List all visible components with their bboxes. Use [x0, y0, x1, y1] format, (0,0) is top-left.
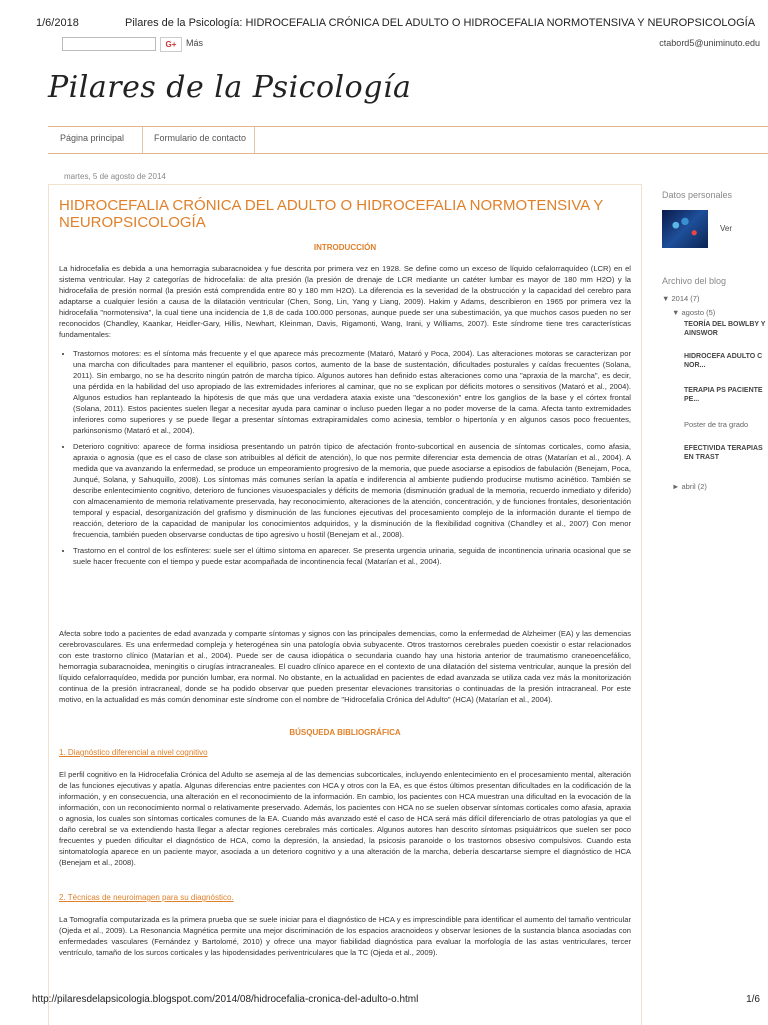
- nav-separator: [254, 127, 255, 153]
- nav-home[interactable]: Página principal: [60, 133, 125, 143]
- profile-link[interactable]: Ver: [720, 224, 733, 233]
- post-title[interactable]: HIDROCEFALIA CRÓNICA DEL ADULTO O HIDROCEFALIA NORMOTENSIVA Y NEUROPSICOLOGÍA: [59, 197, 604, 231]
- print-date: 1/6/2018: [36, 17, 79, 29]
- archive-post[interactable]: TEORÍA DEL BOWLBY Y AINSWOR: [684, 321, 766, 337]
- archive-post[interactable]: HIDROCEFA ADULTO C NOR...: [684, 353, 763, 369]
- archive-year[interactable]: ▼ 2014 (7): [662, 294, 700, 303]
- paragraph: El perfil cognitivo en la Hidrocefalia Crónica del Adulto se asemeja al de las demencias subcorticales, incluyendo enlentecimiento en el procesamiento mental, alteración de las funciones ejecutivas y apatía. Algunas diferencias entre pacientes con HCA y otros con la EA, es que éstos últimos presentan dificultades en la codificación de la información, y en consecuencia, una alteración en el reconocimiento de la información. En cambio, los pacientes con HCA muestran una dificultad en la evocación de la información, con un reconocimiento normal o relativamente preservado. Además, los pacientes con HCA no se suelen observar síntomas corticales como afasia, apraxia o agnosia, los cuales son síntomas corticales comunes de la EA. Cuando más avanzado esté el caso de HCA será más difícil diferenciarlo de otras patologías ya que el daño cerebral se va extendiendo hasta llegar a afectar regiones cerebrales más corticales. Algunos autores han descrito síntomas psiquiátricos que suelen ser poco frecuentes y pueden dificultar el diagnóstico de HCA, como la depresión, la ansiedad, la psicosis paranoide o los trastornos obsesivo compulsivos. Cuando esta sintomatología aparece en un paciente mayor, asociada a un deterioro cognitivo y a una alteración de la marcha, debería descartarse siempre el diagnóstico de HCA (Benejam et al., 2008).: [59, 770, 631, 867]
- print-title: Pilares de la Psicología: HIDROCEFALIA CRÓNICA DEL ADULTO O HIDROCEFALIA NORMOTENSIVA Y NEUROPSICOLOGÍA: [125, 17, 756, 29]
- intro-paragraph: La hidrocefalia es debida a una hemorragia subaracnoidea y fue descrita por primera vez en 1928. Se define como un exceso de líquido cefalorraquídeo (LCR) en el sistema ventricular. Hay 2 categorías de hidrocefalia: de alta presión (la presión de drenaje de LCR mediante un catéter lumbar es mayor de 180 mm H2O) y la hidrocefalia de presión normal (la presión está comprendida entre 80 y 180 mm H2O). La diferencia es la severidad de la obstrucción y la capacidad del cerebro para adaptarse a cualquier lesión a causa de la dilatación ventricular (Chen, Song, Lin, Yang y Liang, 2009). Hakim y Adams, describieron en 1965 por primera vez la hidrocefalia "normotensiva", la cual tiene una incidencia de 1,8 de cada 100.000 personas, aunque puede ser una subestimación, ya que muchos casos pueden no ser reconocidos (Chandley, Kaankar, Heidler-Gary, Hillis, Newhart, Kleinman, Davis, Rigamonti, Wang, Irani, y Williams, 2007). Este síndrome tiene tres características fundamentales:: [59, 264, 631, 339]
- blog-title[interactable]: Pilares de la Psicología: [48, 70, 412, 105]
- more-link[interactable]: Más: [186, 38, 204, 48]
- print-header: [0, 0, 768, 30]
- biblio-heading: BÚSQUEDA BIBLIOGRÁFICA: [289, 728, 401, 737]
- nav-bar: [48, 126, 768, 154]
- list-item: • Trastornos motores: es el síntoma más frecuente y el que aparece más precozmente (Mataró, Mataró y Poca, 2004). Las alteraciones motoras se caracterizan por una marcha con dificultades para mantener el equilibrio, pasos cortos, aumento de la base de sustentación, dificultades posturales y caídas frecuentes (Solana, 2011). Sin embargo, no se ha descrito ningún patrón de marcha típico. Algunos autores han definido estas alteraciones como una "apraxia de la marcha", es decir, una pérdida en la habilidad del uso apropiado de las extremidades inferiores al caminar, que no se explican por déficits motores o sensitivos (Mataró et al., 2004). Algunos estudios han replanteado la hipótesis de que más que una verdadera ataxia existe una "desconexión" entre los ganglios de la base y el córtex frontal (Solana, 2011). Estos pacientes suelen llegar a necesitar ayuda para caminar o incluso pueden llegar a no poder moverse de la cama. Afecta tanto extremidades inferiores como superiores y se puede llegar a presentar síntomas extrapiramidales como acinesia, temblor o hipertonía y en algunos casos poco frecuentes, parkinsonismo (Mataró et al., 2004).: [73, 348, 631, 436]
- search-input[interactable]: [62, 37, 156, 51]
- post-date: martes, 5 de agosto de 2014: [64, 172, 166, 181]
- paragraph: Afecta sobre todo a pacientes de edad avanzada y comparte síntomas y signos con las principales demencias, como la enfermedad de Alzheimer (EA) y las demencias cerebrovasculares. Es una enfermedad compleja y heterogénea sin una patología obvia subyacente. Otros trastornos cerebrales pueden coexistir o estar relacionados con este trastorno clínico (Matarían et al., 2004). Puede ser de causa idiopática o secundaria cuando hay una historia anterior de traumatismo craneoencefálico, hemorragia subaracnoidea, meningitis o cirugías intracraneales. El cuadro clínico aparece en el contexto de una dilatación del sistema ventricular, aunque la presión del líquido cefalorraquídeo, medida por punción lumbar, era normal. No obstante, en la actualidad en pacientes de edad avanzada se utiliza cada vez más la monitorización continua de la presión intracraneal, donde se ha podido observar que pueden presentar elevaciones transitorias o continuadas de la presión intracraneal. Por este motivo, en la actualidad es más común denominar este síndrome con el nombre de "Hidrocefalia Crónica del Adulto" (HCA) (Matarían et al., 2004).: [59, 629, 631, 704]
- intro-heading: INTRODUCCIÓN: [313, 243, 377, 252]
- archive-post[interactable]: EFECTIVIDA TERAPIAS EN TRAST: [684, 445, 763, 461]
- archive-heading: Archivo del blog: [662, 276, 727, 286]
- section-link[interactable]: 1. Diagnóstico diferencial a nivel cognitivo: [59, 748, 208, 757]
- archive-month[interactable]: ▼ agosto (5): [672, 308, 716, 317]
- post: [48, 184, 642, 1025]
- profile-heading: Datos personales: [662, 190, 733, 200]
- user-email[interactable]: ctabord5@uniminuto.edu: [659, 38, 760, 48]
- page-url: http://pilaresdelapsicologia.blogspot.com/2014/08/hidrocefalia-cronica-del-adulto-o.html: [32, 994, 419, 1005]
- archive-post[interactable]: Poster de tra grado: [684, 420, 749, 429]
- avatar[interactable]: [662, 210, 708, 248]
- nav-separator: [142, 127, 143, 153]
- page-number: 1/6: [746, 994, 760, 1005]
- archive-month[interactable]: ► abril (2): [672, 482, 707, 491]
- google-plus-button[interactable]: G+: [160, 37, 182, 52]
- nav-contact[interactable]: Formulario de contacto: [154, 133, 247, 143]
- bullet-list: [59, 348, 631, 572]
- list-item: • Deterioro cognitivo: aparece de forma insidiosa presentando un patrón típico de afectación fronto-subcortical en ausencia de síntomas corticales, como afasia, apraxia o agnosia (que es el caso de clase son atribuibles al déficit de atención), lo que nos permite diferenciar esta demencia de otras (Matarían et al., 2004). A medida que va avanzando la enfermedad, se produce un empeoramiento progresivo de la memoria, que puede asociarse a episodios de fabulación (Benejam, Poca, Junqué, Solana, y Sahuquillo, 2008). Los síntomas más comunes serían la apatía e indiferencia al ambiente pudiendo producirse mutismo acinético. También se describe enlentecimiento cognitivo, deterioro de funciones visuoespaciales y déficits de memoria (disminución gradual de la memoria, recuerdo inmediato y diferido) con almacenamiento de memoria relativamente preservada, hay reconocimiento, alteraciones de la atención, concentración, y de funciones frontales, desorientación temporal y espacial, desorganización del grafismo y disminución de las funciones ejecutivas del procesamiento complejo de la información durante el tiempo de reacción, deterioro de la capacidad de manipular los conocimientos adquiridos, y la disminución de la flexibilidad cognitiva (Chandley et al., 2007) Con menor frecuencia, también pueden observarse conductas de tipo agresivo u hostil (Benejam et al., 2008).: [73, 441, 631, 540]
- archive-post[interactable]: TERAPIA PS PACIENTE PE...: [684, 387, 763, 403]
- list-item: • Trastorno en el control de los esfínteres: suele ser el último síntoma en aparecer. Se presenta urgencia urinaria, seguida de incontinencia urinaria ocasional que se suele hacer frecuente con el tiempo y puede estar acompañada de incontinencia fecal (Matarían et al., 2004).: [73, 545, 631, 567]
- paragraph: La Tomografía computarizada es la primera prueba que se suele iniciar para el diagnóstico de HCA y es imprescindible para identificar el aumento del tamaño ventricular (Ojeda et al., 2009). La Resonancia Magnética permite una mejor discriminación de los espacios aracnoideos y observar lesiones de la sustancia blanca asociadas con enfermedades vasculares (Fernández y Bartolomé, 2010) y ofrece una mayor fiabilidad diagnóstica para evaluar la morfología de las astas ventriculares, tercer ventrículo, tamaño de los surcos corticales y las hipodensidades periventriculares que la TC (Ojeda et al., 2009).: [59, 915, 631, 957]
- section-link[interactable]: 2. Técnicas de neuroimagen para su diagnóstico.: [59, 893, 234, 902]
